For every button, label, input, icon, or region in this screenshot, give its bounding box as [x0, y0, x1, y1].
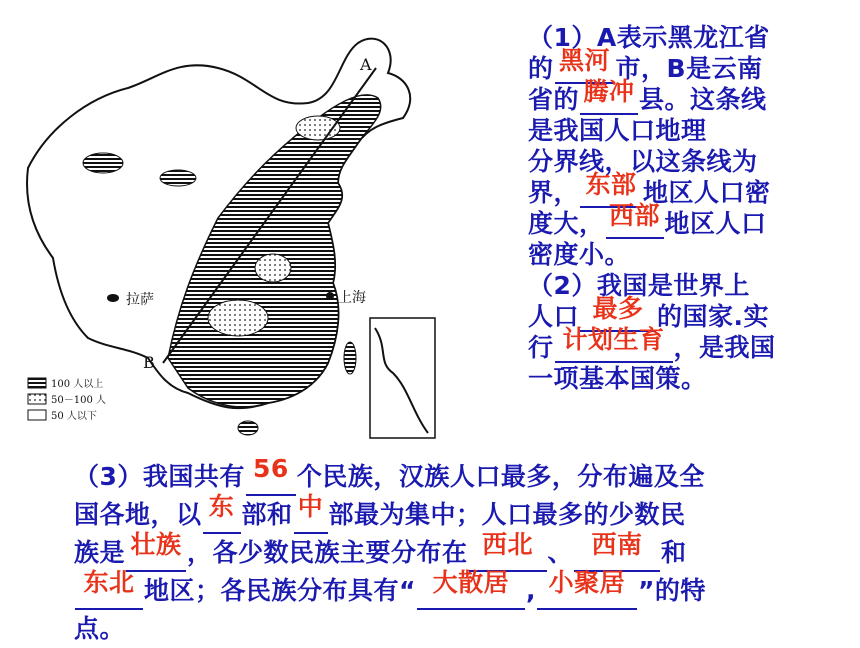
q3-text: , — [525, 576, 536, 605]
answer-xiaojuju: 小聚居 — [548, 568, 626, 597]
blank-dong[interactable] — [203, 492, 241, 534]
medium-patch — [255, 254, 291, 282]
blank-zhong[interactable] — [294, 492, 328, 534]
q3-text: 族是 — [74, 538, 126, 567]
q3-text: 个民族，汉族人口最多，分布遍及全 — [296, 462, 705, 491]
taiwan-island — [344, 342, 356, 374]
q1-text: 度大， — [528, 209, 605, 238]
q1-text: （1）A表示黑龙江省 — [528, 23, 770, 52]
answer-tengchong: 腾冲 — [583, 77, 635, 106]
answer-most: 最多 — [592, 294, 644, 323]
q3-text: （3）我国共有 — [74, 462, 245, 491]
q3-text: 部和 — [241, 500, 293, 529]
legend-sparse: 50 人以下 — [51, 411, 97, 422]
answer-northwest: 西北 — [482, 530, 534, 559]
dense-patch — [83, 153, 123, 173]
q1-text: 界， — [528, 178, 580, 207]
q3-text: 国各地，以 — [74, 500, 202, 529]
medium-patch — [208, 300, 268, 336]
q2-text: ，是我国 — [673, 333, 776, 362]
city-shanghai: 上海 — [338, 290, 366, 306]
answer-dasanju: 大散居 — [432, 568, 510, 597]
q2-text: 行 — [528, 333, 554, 362]
blank-family-planning[interactable] — [555, 325, 673, 363]
q1-text: 是我国人口地理 — [528, 116, 707, 145]
q2-text: 人口 — [528, 302, 580, 331]
q1-text: 分界线，以这条线为 — [528, 147, 758, 176]
shanghai-marker — [326, 292, 334, 300]
q3-text: ，各少数民族主要分布在 — [187, 538, 468, 567]
answer-family-planning: 计划生育 — [562, 325, 665, 354]
q3-text: 部最为集中；人口最多的少数民 — [328, 500, 686, 529]
answer-west: 西部 — [609, 201, 661, 230]
q3-text: 和 — [661, 538, 687, 567]
label-b: B — [143, 353, 155, 372]
q3-text: 、 — [547, 538, 574, 567]
blank-west[interactable] — [606, 201, 664, 239]
q1-text: 地区人口 — [664, 209, 767, 238]
hainan-island — [238, 421, 258, 435]
population-density-map — [18, 18, 498, 448]
answer-east: 东部 — [585, 170, 637, 199]
q2-text: 一项基本国策。 — [528, 364, 707, 393]
answer-zhuang: 壮族 — [130, 530, 182, 559]
blank-dasanju[interactable] — [417, 568, 525, 610]
label-a: A — [360, 55, 372, 74]
question-3 — [74, 454, 834, 648]
question-1-2 — [528, 22, 848, 394]
map-legend — [28, 377, 106, 422]
q1-text: 市，B是云南 — [615, 54, 763, 83]
q2-text: 的国家.实 — [657, 302, 770, 331]
dense-patch — [160, 170, 196, 186]
answer-southwest: 西南 — [591, 530, 643, 559]
q1-text: 的 — [528, 54, 554, 83]
q2-text: （2）我国是世界上 — [528, 271, 750, 300]
answer-56: 56 — [253, 454, 289, 483]
answer-northeast: 东北 — [83, 568, 135, 597]
answer-heihe: 黑河 — [559, 46, 611, 75]
q3-text: 地区；各民族分布具有“ — [144, 576, 416, 605]
q3-text: 点。 — [74, 614, 126, 643]
blank-northeast[interactable] — [75, 568, 143, 610]
blank-tengchong[interactable] — [580, 77, 638, 115]
blank-xiaojuju[interactable] — [537, 568, 637, 610]
answer-zhong: 中 — [297, 492, 324, 521]
q3-text: ”的特 — [637, 576, 706, 605]
q1-text: 县。这条线 — [639, 85, 767, 114]
legend-medium: 50－100 人 — [51, 395, 106, 406]
q1-text: 省的 — [528, 85, 580, 114]
q1-text: 密度小。 — [528, 240, 631, 269]
blank-56[interactable] — [246, 454, 296, 496]
legend-dense: 100 人以上 — [51, 379, 104, 390]
answer-dong: 东 — [208, 492, 235, 521]
lhasa-marker — [107, 294, 119, 302]
city-lhasa: 拉萨 — [126, 292, 154, 308]
q1-text: 地区人口密 — [643, 178, 771, 207]
